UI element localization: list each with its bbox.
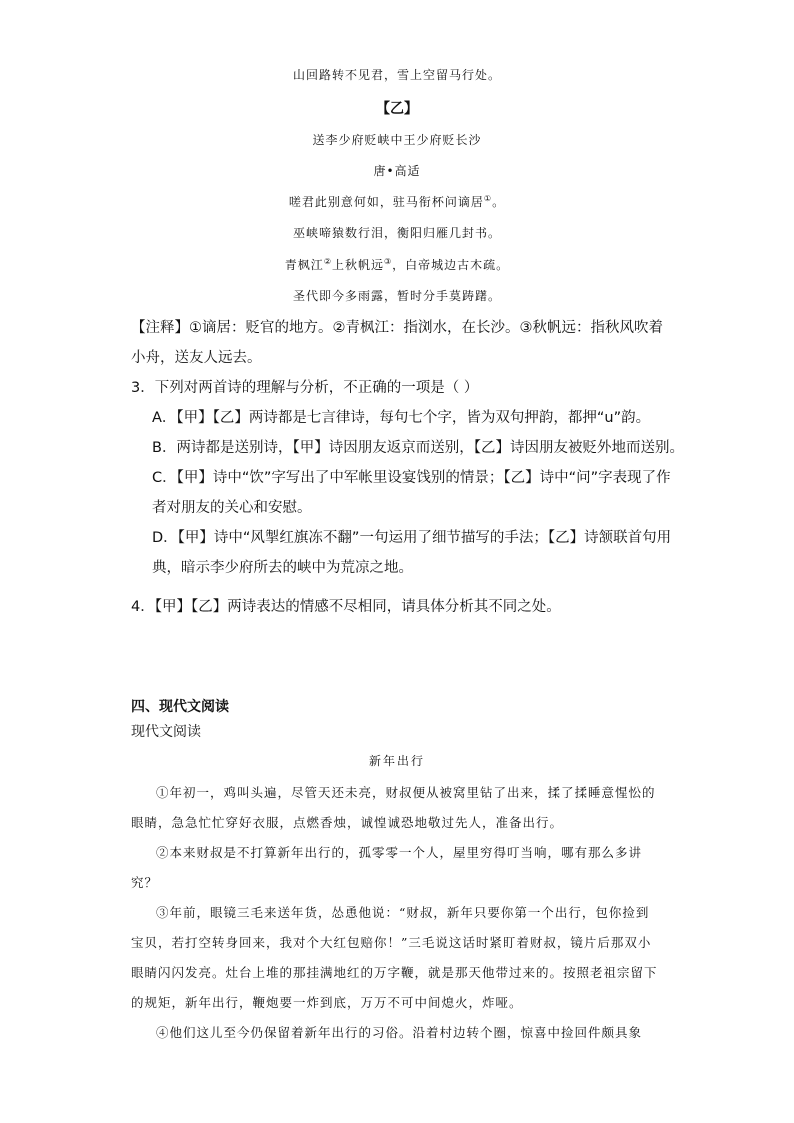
section-subheading: 现代文阅读	[131, 724, 201, 740]
poem-line-text: 嗟君此别意何如，驻马衔杯问谪居	[288, 195, 484, 209]
poem-line-text: 。	[492, 195, 506, 209]
poem-line-text: ，白帝城边古木疏。	[392, 258, 510, 272]
annotation-block	[131, 313, 671, 403]
annotation-line: 小舟，送友人远去。	[131, 350, 262, 366]
footnote-marker: ②	[323, 257, 332, 266]
article-paragraph: ①年初一，鸡叫头遍，尽管天还未亮，财叔便从被窝里钻了出来，揉了揉睡意惺忪的眼睛，急急忙忙穿好衣服，点燃香烛，诚惶诚恐地敬过先人，准备出行。	[131, 785, 656, 830]
footnote-marker: ③	[384, 257, 393, 266]
option-d: D．【甲】诗中“风掣红旗冻不翻”一句运用了细节描写的手法；【乙】诗颔联首句用	[152, 530, 672, 546]
poem-b-line-4: 圣代即今多雨露，暂时分手莫踌躇。	[292, 289, 501, 303]
question-4: 4．【甲】【乙】两诗表达的情感不尽相同，请具体分析其不同之处。	[131, 599, 561, 615]
option-c-cont: 者对朋友的关心和安慰。	[152, 500, 312, 516]
footnote-marker: ①	[483, 194, 493, 203]
section-heading: 四、现代文阅读	[131, 699, 229, 715]
question-3-stem: 3．下列对两首诗的理解与分析，不正确的一项是（ ）	[131, 380, 479, 396]
article-paragraph: ③年前，眼镜三毛来送年货，怂恿他说：“财叔，新年只要你第一个出行，包你捡到宝贝，若打空转身回来，我对个大红包赔你！”三毛说这话时紧盯着财叔，镜片后那双小眼睛闪闪发亮。灶台上堆的那挂满地红的万字鞭，就是那天他带过来的。按照老祖宗留下的规矩，新年出行，鞭炮要一炸到底，万万不可中间熄火，炸哑。	[131, 905, 658, 1010]
poem-b-title: 送李少府贬峡中王少府贬长沙	[312, 133, 482, 147]
poem-b-line-3	[0, 256, 794, 273]
poem-line-text: 青枫江	[284, 258, 324, 272]
article-body	[131, 778, 661, 1048]
question-3-options	[152, 403, 684, 583]
poem-b-line-1	[0, 193, 794, 210]
option-a: A．【甲】【乙】两诗都是七言律诗，每句七个字，皆为双句押韵，都押“u”韵。	[152, 410, 651, 426]
option-b: B．两诗都是送别诗，【甲】诗因朋友返京而送别，【乙】诗因朋友被贬外地而送别。	[152, 440, 684, 456]
poem-line-text: 上秋帆远	[331, 258, 384, 272]
poem-b-author: 唐•高适	[373, 164, 421, 178]
poem-b-tag: 【乙】	[376, 101, 418, 117]
annotation-line: 【注释】①谪居：贬官的地方。②青枫江：指浏水，在长沙。③秋帆远：指秋风吹着	[131, 320, 663, 336]
option-d-cont: 典，暗示李少府所去的峡中为荒凉之地。	[152, 560, 413, 576]
article-paragraph: ④他们这儿至今仍保留着新年出行的习俗。沿着村边转个圈，惊喜中捡回件颇具象	[156, 1025, 643, 1040]
poem-b-line-2: 巫峡啼猿数行泪，衡阳归雁几封书。	[292, 226, 501, 240]
poem-a-last-line: 山回路转不见君，雪上空留马行处。	[292, 68, 501, 82]
article-title: 新年出行	[368, 754, 425, 768]
article-paragraph: ②本来财叔是不打算新年出行的，孤零零一个人，屋里穷得叮当响，哪有那么多讲究？	[131, 845, 643, 890]
option-c: C．【甲】诗中“饮”字写出了中军帐里设宴饯别的情景；【乙】诗中“问”字表现了作	[152, 470, 671, 486]
